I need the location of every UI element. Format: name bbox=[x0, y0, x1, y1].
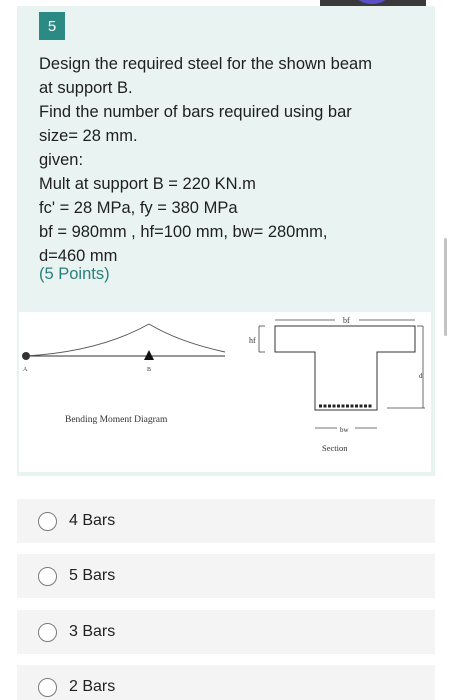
option-2-bars[interactable] bbox=[17, 665, 435, 700]
point-a-label: A bbox=[23, 367, 28, 373]
bf-label: bf bbox=[343, 316, 350, 325]
bw-label: bw bbox=[340, 426, 349, 434]
bmd-caption: Bending Moment Diagram bbox=[65, 415, 168, 425]
question-line: Design the required steel for the shown beam bbox=[39, 55, 372, 73]
d-label: d bbox=[419, 372, 423, 380]
option-label: 5 Bars bbox=[69, 567, 116, 584]
question-line: size= 28 mm. bbox=[39, 127, 138, 145]
section-caption: Section bbox=[322, 443, 348, 453]
points-label: (5 Points) bbox=[39, 265, 110, 283]
beam-diagram-svg bbox=[19, 312, 431, 472]
option-label: 2 Bars bbox=[69, 678, 116, 695]
option-label: 3 Bars bbox=[69, 623, 116, 640]
support-b-triangle-icon bbox=[144, 350, 154, 360]
question-line: at support B. bbox=[39, 79, 133, 97]
point-b-label: B bbox=[147, 367, 152, 373]
radio-button[interactable] bbox=[38, 512, 57, 531]
question-line: Mult at support B = 220 KN.m bbox=[39, 175, 256, 193]
avatar-icon bbox=[354, 0, 390, 4]
question-line: given: bbox=[39, 151, 84, 169]
option-3-bars[interactable] bbox=[17, 610, 435, 654]
option-4-bars[interactable] bbox=[17, 499, 435, 543]
question-line: d=460 mm bbox=[39, 247, 118, 265]
radio-button[interactable] bbox=[38, 567, 57, 586]
question-text bbox=[39, 52, 431, 268]
question-line: Find the number of bars required using bar bbox=[39, 103, 352, 121]
beam-figure bbox=[19, 312, 431, 472]
question-line: fc' = 28 MPa, fy = 380 MPa bbox=[39, 199, 238, 217]
question-number-badge: 5 bbox=[39, 12, 65, 40]
scrollbar-thumb[interactable] bbox=[444, 238, 447, 336]
moment-curve bbox=[25, 324, 225, 356]
hf-label: hf bbox=[249, 336, 256, 345]
option-5-bars[interactable] bbox=[17, 554, 435, 598]
support-a-pin-icon bbox=[22, 352, 30, 360]
question-line: bf = 980mm , hf=100 mm, bw= 280mm, bbox=[39, 223, 328, 241]
t-section-outline bbox=[275, 326, 415, 410]
radio-button[interactable] bbox=[38, 678, 57, 697]
option-label: 4 Bars bbox=[69, 512, 116, 529]
radio-button[interactable] bbox=[38, 623, 57, 642]
